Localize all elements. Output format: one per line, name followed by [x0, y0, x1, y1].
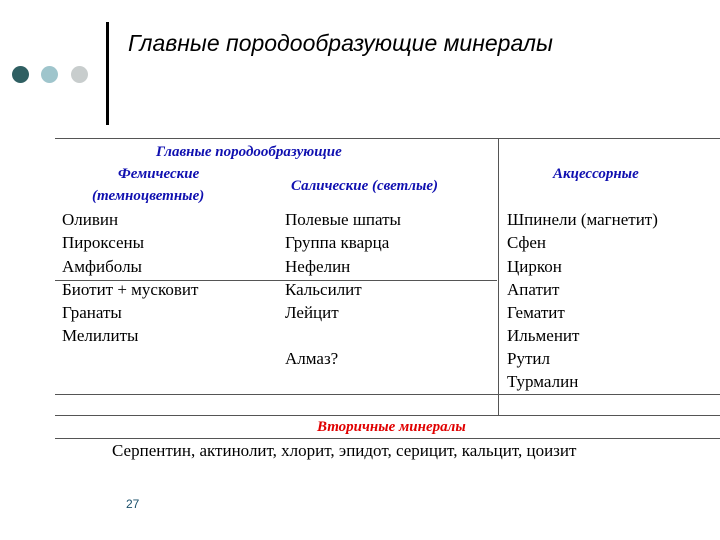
decor-dot-grey [71, 66, 88, 83]
salic-item: Лейцит [285, 303, 339, 322]
decor-dot-dark [12, 66, 29, 83]
accessory-item: Сфен [507, 233, 546, 252]
accessory-item: Рутил [507, 349, 550, 368]
femic-item: Гранаты [62, 303, 122, 322]
salic-item: Кальсилит [285, 280, 362, 299]
accessory-column-divider [498, 138, 499, 416]
accessory-item: Шпинели (магнетит) [507, 210, 658, 229]
salic-item: Нефелин [285, 257, 351, 276]
decor-dot-light [41, 66, 58, 83]
slide-title: Главные породообразующие минералы [128, 30, 553, 56]
table-top-border [55, 138, 720, 139]
salic-item: Алмаз? [285, 349, 339, 368]
accessory-item: Гематит [507, 303, 565, 322]
accessory-item: Апатит [507, 280, 560, 299]
table-secondary-border [55, 415, 720, 416]
accessory-item: Ильменит [507, 326, 580, 345]
header-main: Главные породообразующие [156, 144, 342, 160]
femic-item: Пироксены [62, 233, 145, 252]
accessory-item: Циркон [507, 257, 562, 276]
femic-item: Оливин [62, 210, 119, 229]
header-femic-line2: (темноцветные) [92, 188, 205, 204]
table-mid-border [55, 394, 720, 395]
salic-item: Группа кварца [285, 233, 390, 252]
secondary-minerals-list: Серпентин, актинолит, хлорит, эпидот, серицит, кальцит, цоизит [112, 441, 577, 460]
header-salic: Салические (светлые) [291, 178, 439, 194]
accessory-item: Турмалин [507, 372, 579, 391]
title-divider-bar [106, 22, 109, 125]
header-femic-line1: Фемические [118, 166, 200, 182]
femic-item: Мелилиты [62, 326, 139, 345]
header-accessory: Акцессорные [553, 166, 639, 182]
femic-item: Амфиболы [62, 257, 142, 276]
table-bottom-border [55, 438, 720, 439]
femic-item: Биотит + мусковит [62, 280, 199, 299]
page-number: 27 [126, 497, 140, 511]
salic-item: Полевые шпаты [285, 210, 401, 229]
header-secondary: Вторичные минералы [317, 419, 466, 435]
